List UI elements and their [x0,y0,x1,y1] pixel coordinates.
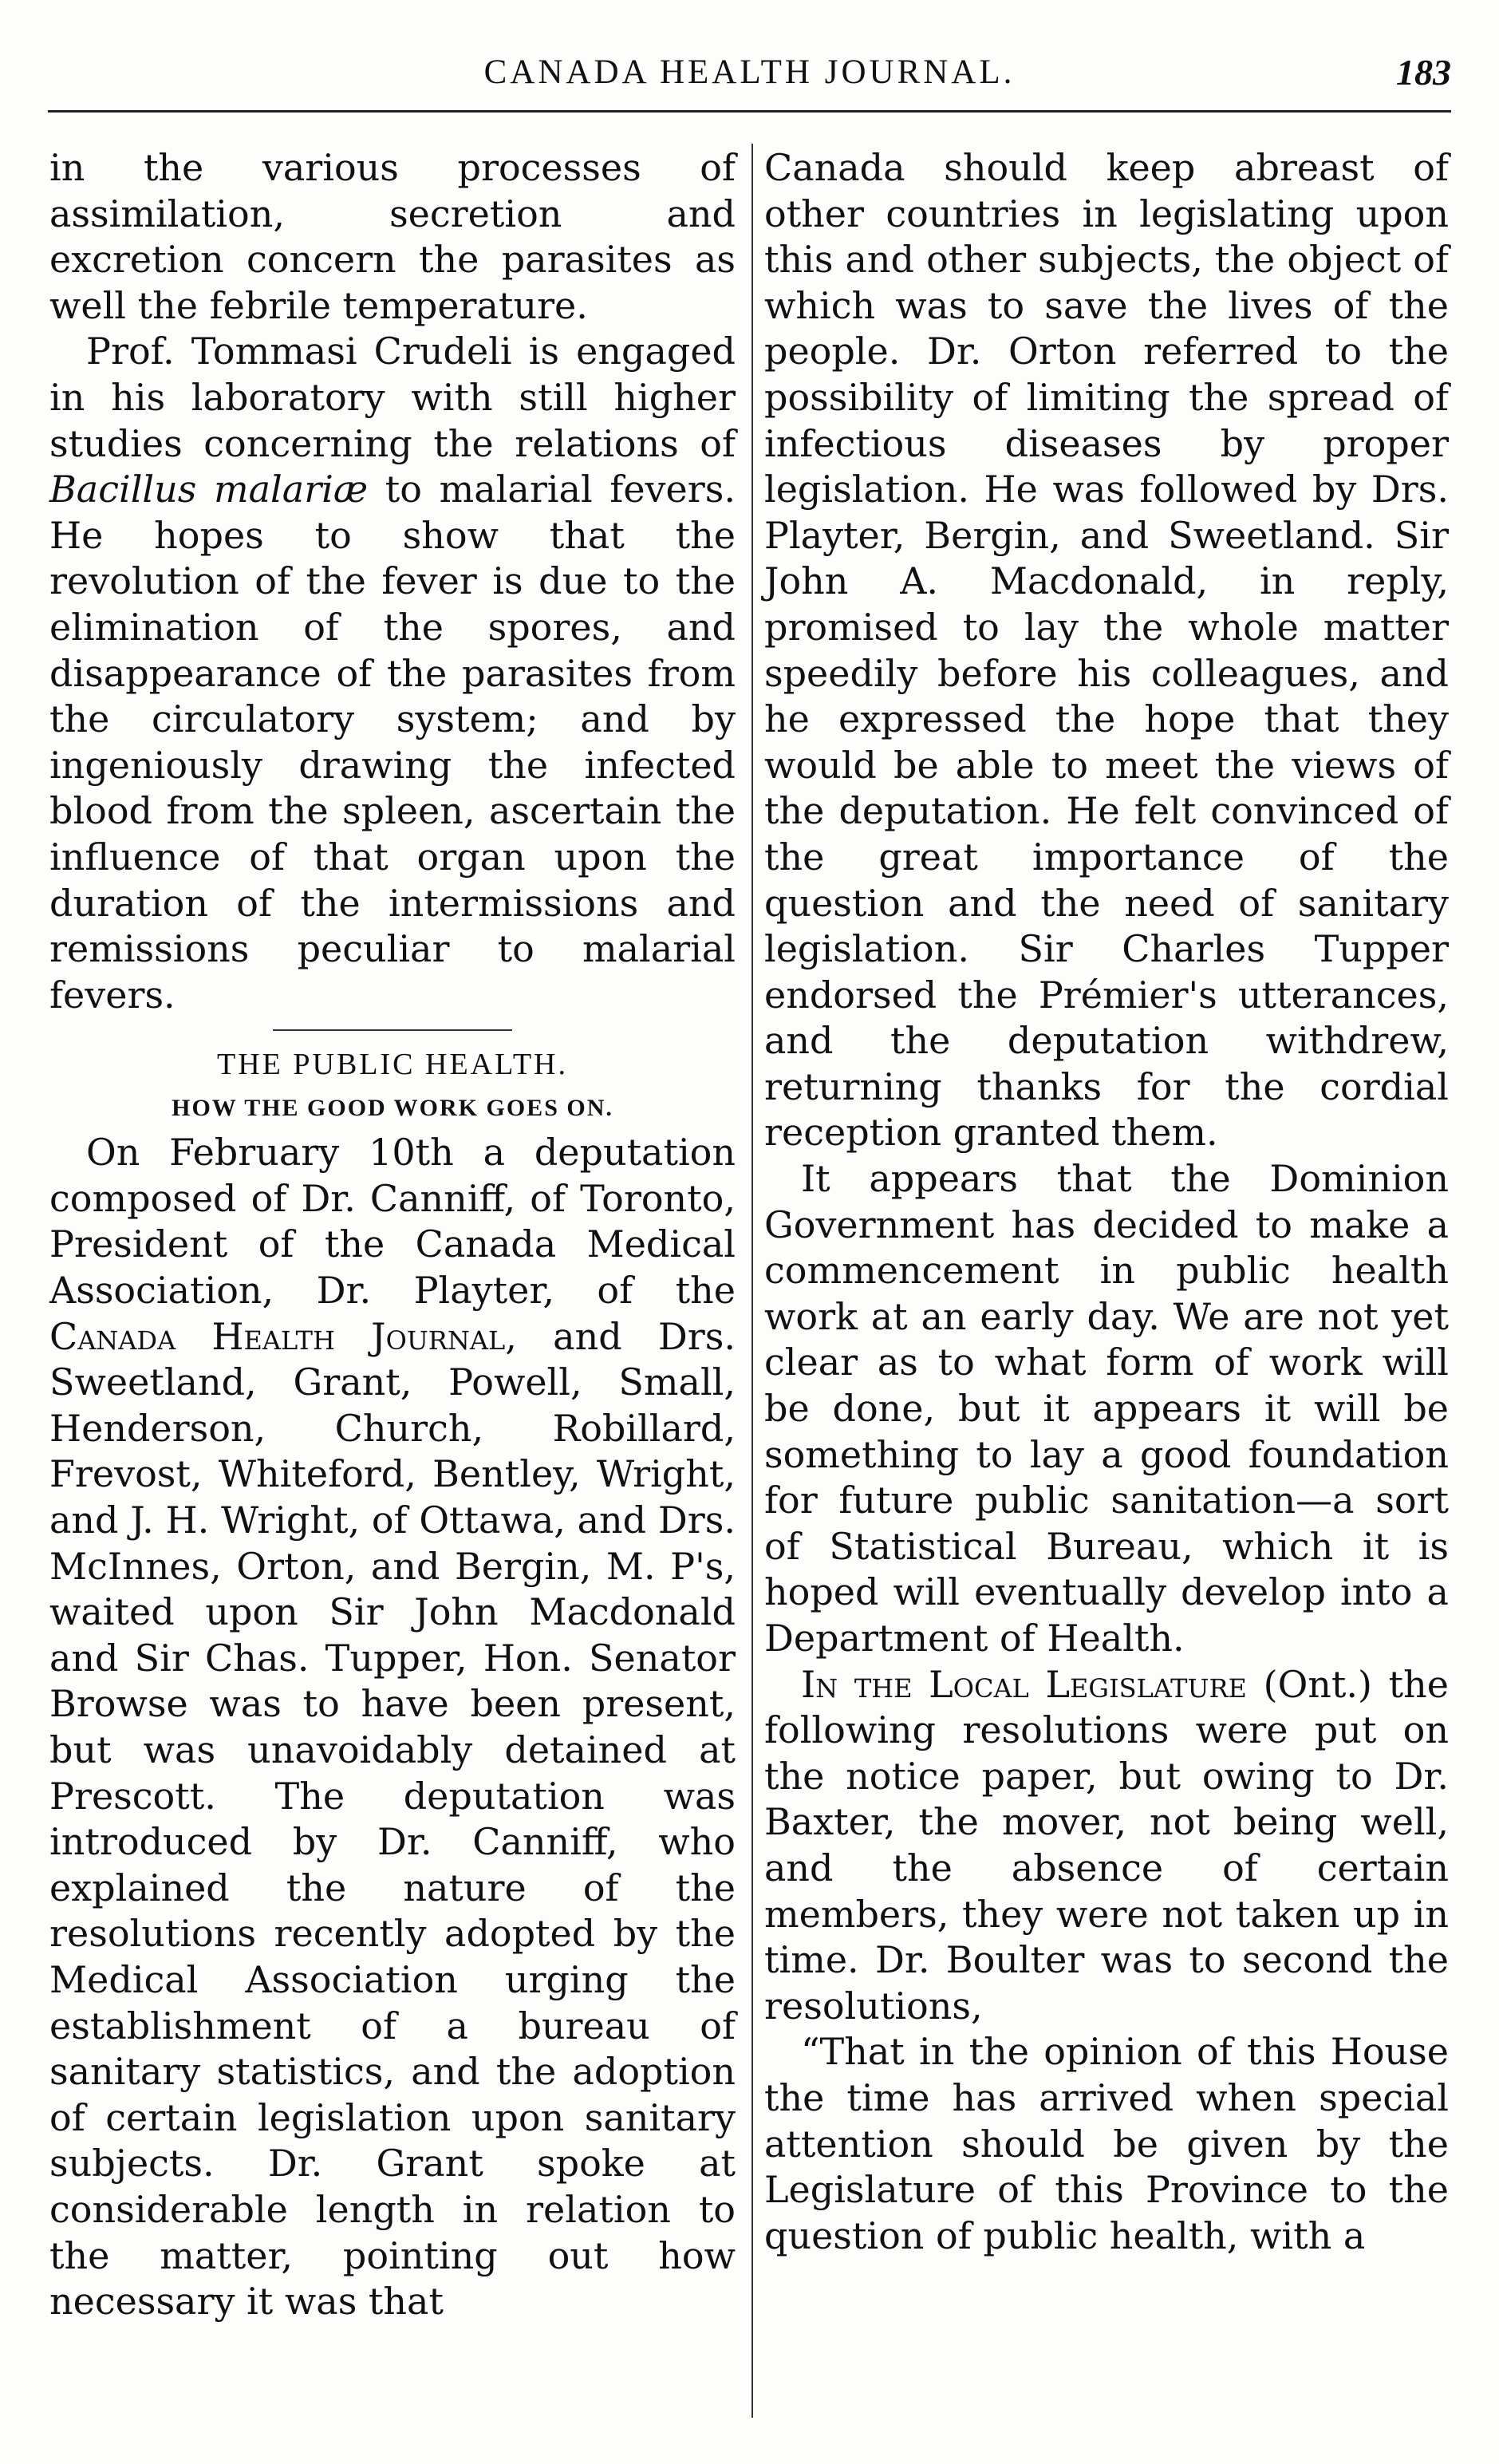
left-paragraph-2-text-a: Prof. Tommasi Crudeli is engaged in his laboratory with still higher studies concerning the relations of [49,330,736,465]
left-paragraph-2-italic: Bacillus malariæ [49,468,369,511]
right-paragraph-1: Canada should keep abreast of other countries in legislating upon this and other subjects, the object of which was to save the lives of the people. Dr. Orton referred to the possibility of limiting the spread of infectious diseases by proper legislation. He was followed by Drs. Playter, Bergin, and Sweetland. Sir John A. Macdonald, in reply, promised to lay the whole matter speedily before his colleagues, and he expressed the hope that they would be able to meet the views of the deputation. He felt convinced of the great importance of the question and the need of sanitary legislation. Sir Charles Tupper endorsed the Prémier's utterances, and the deputation withdrew, returning thanks for the cordial reception granted them. [764,146,1449,1155]
left-paragraph-3 [49,1130,736,2324]
left-paragraph-2-text-b: to malarial fevers. He hopes to show that the revolution of the fever is due to the elimination of the spores, and disappearance of the parasites from the circulatory system; and by ingeniously drawing the infected blood from the spleen, ascertain the influence of that organ upon the duration of the intermissions and remissions peculiar to malarial fevers. [49,468,736,1017]
left-paragraph-3-text-b: , and Drs. Sweetland, Grant, Powell, Small, Henderson, Church, Robillard, Frevost, Whiteford, Bentley, Wright, and J. H. Wright, of Ottawa, and Drs. McInnes, Orton, and Bergin, M. P's, waited upon Sir John Macdonald and Sir Chas. Tupper, Hon. Senator Browse was to have been present, but was unavoidably detained at Prescott. The deputation was introduced by Dr. Canniff, who explained the nature of the resolutions recently adopted by the Medical Association urging the establishment of a bureau of sanitary statistics, and the adoption of certain legislation upon sanitary subjects. Dr. Grant spoke at considerable length in relation to the matter, pointing out how necessary it was that [49,1314,736,2324]
right-column [764,145,1449,2259]
legislature-heading: In the Local Legislature [801,1662,1247,1706]
left-paragraph-2 [49,329,736,1018]
page-number: 183 [1396,52,1451,93]
section-rule [273,1029,512,1031]
running-title: CANADA HEALTH JOURNAL. [483,53,1016,91]
column-divider [751,144,753,2418]
right-paragraph-2: It appears that the Dominion Government has decided to make a commencement in public health work at an early day. We are not yet clear as to what form of work will be done, but it appears it will be something to lay a good foundation for future public sanitation—a sort of Statistical Bureau, which it is hoped will eventually develop into a Department of Health. [764,1157,1449,1660]
header-rule [48,110,1451,113]
section-subtitle: HOW THE GOOD WORK GOES ON. [172,1095,613,1122]
left-column [49,145,736,2325]
page-header [48,48,1451,104]
right-paragraph-3 [764,1662,1449,2030]
right-paragraph-3-text: (Ont.) the following resolutions were put on the notice paper, but owing to Dr. Baxter, the mover, not being well, and the absence of certain members, they were not taken up in time. Dr. Boulter was to second the resolutions, [764,1662,1449,2028]
left-paragraph-3-text-a: On February 10th a deputation composed of Dr. Canniff, of Toronto, President of the Canada Medical Association, Dr. Playter, of the [49,1131,736,1313]
right-paragraph-4: “That in the opinion of this House the time has arrived when special attention should be given by the Legislature of this Province to the question of public health, with a [764,2030,1449,2257]
journal-name: Canada Health Journal [49,1314,506,1358]
section-title: THE PUBLIC HEALTH. [217,1048,568,1082]
left-paragraph-1: in the various processes of assimilation, secretion and excretion concern the parasites as well the febrile temperature. [49,146,736,327]
